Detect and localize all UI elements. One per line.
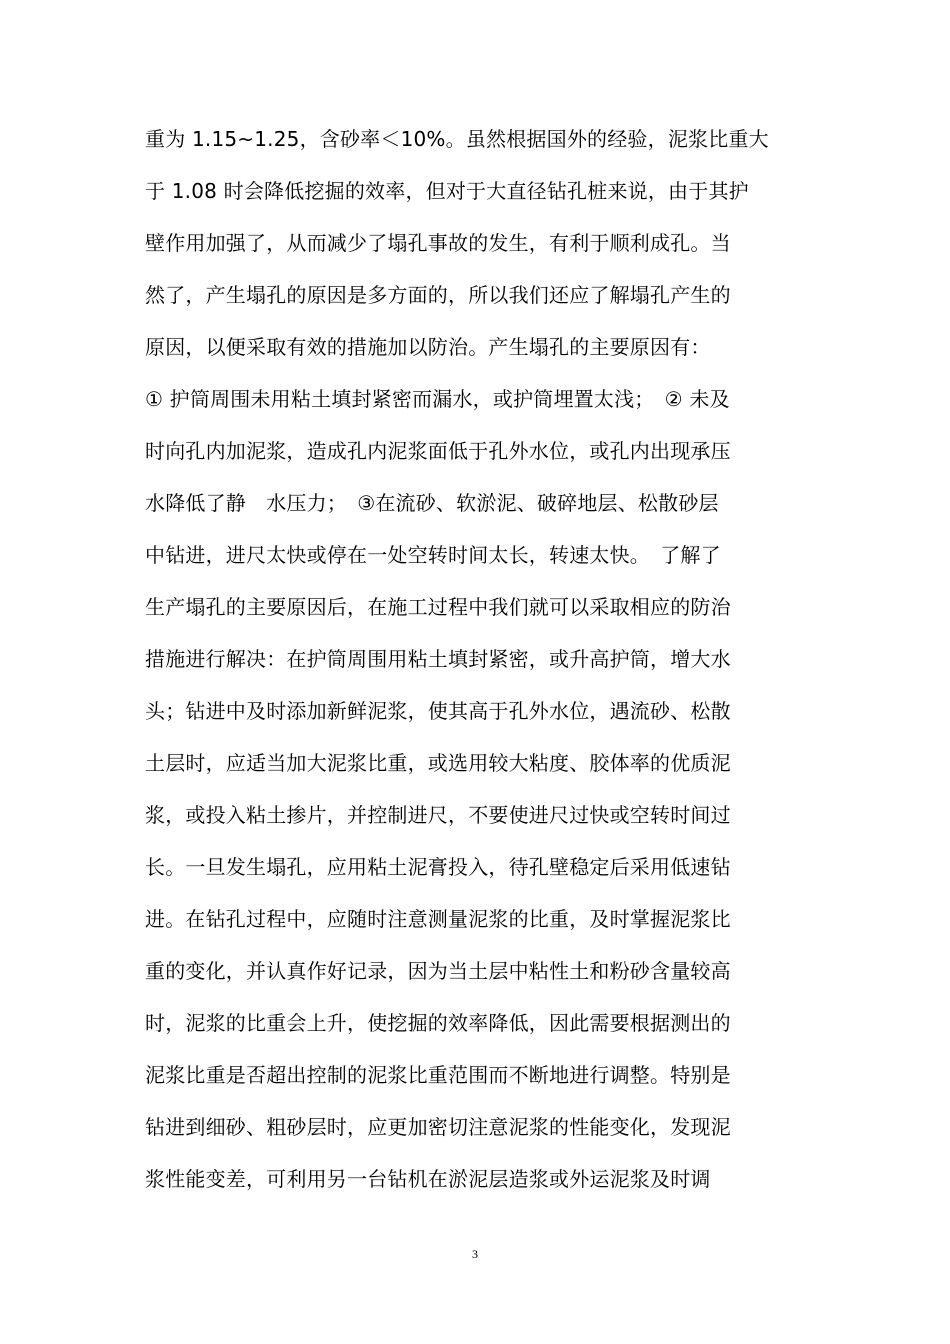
text-line: 壁作用加强了，从而减少了塌孔事故的发生，有利于顺利成孔。当: [145, 231, 731, 255]
text-line: 时向孔内加泥浆，造成孔内泥浆面低于孔外水位，或孔内出现承压: [145, 439, 731, 463]
text-line: ① 护筒周围未用粘土填封紧密而漏水，或护筒埋置太浅； ② 未及: [145, 387, 730, 411]
page-number: 3: [472, 1247, 478, 1261]
text-line: 泥浆比重是否超出控制的泥浆比重范围而不断地进行调整。特别是: [145, 1063, 731, 1087]
text-line: 长。一旦发生塌孔，应用粘土泥膏投入，待孔壁稳定后采用低速钻: [145, 855, 731, 879]
text-line: 进。在钻孔过程中，应随时注意测量泥浆的比重，及时掌握泥浆比: [145, 907, 731, 931]
text-line: 生产塌孔的主要原因后，在施工过程中我们就可以采取相应的防治: [145, 595, 731, 619]
text-line: 然了，产生塌孔的原因是多方面的，所以我们还应了解塌孔产生的: [145, 283, 731, 307]
text-line: 浆性能变差，可利用另一台钻机在淤泥层造浆或外运泥浆及时调: [145, 1167, 711, 1191]
text-line: 时，泥浆的比重会上升，使挖掘的效率降低，因此需要根据测出的: [145, 1011, 731, 1035]
text-line: 头；钻进中及时添加新鲜泥浆，使其高于孔外水位，遇流砂、松散: [145, 699, 731, 723]
text-line: 重的变化，并认真作好记录，因为当土层中粘性土和粉砂含量较高: [145, 959, 731, 983]
text-line: 钻进到细砂、粗砂层时，应更加密切注意泥浆的性能变化，发现泥: [145, 1115, 731, 1139]
text-line: 土层时，应适当加大泥浆比重，或选用较大粘度、胶体率的优质泥: [145, 751, 731, 775]
text-line: 重为 1.15~1.25，含砂率＜10%。虽然根据国外的经验，泥浆比重大: [145, 127, 769, 151]
text-line: 浆，或投入粘土掺片，并控制进尺，不要使进尺过快或空转时间过: [145, 803, 731, 827]
text-line: 水降低了静 水压力； ③在流砂、软淤泥、破碎地层、松散砂层: [145, 491, 719, 515]
text-line: 中钻进，进尺太快或停在一处空转时间太长，转速太快。 了解了: [145, 543, 721, 567]
text-line: 原因，以便采取有效的措施加以防治。产生塌孔的主要原因有：: [145, 335, 711, 359]
text-line: 于 1.08 时会降低挖掘的效率，但对于大直径钻孔桩来说，由于其护: [145, 179, 749, 203]
body-text: [145, 113, 805, 1205]
text-line: 措施进行解决：在护筒周围用粘土填封紧密，或升高护筒，增大水: [145, 647, 731, 671]
